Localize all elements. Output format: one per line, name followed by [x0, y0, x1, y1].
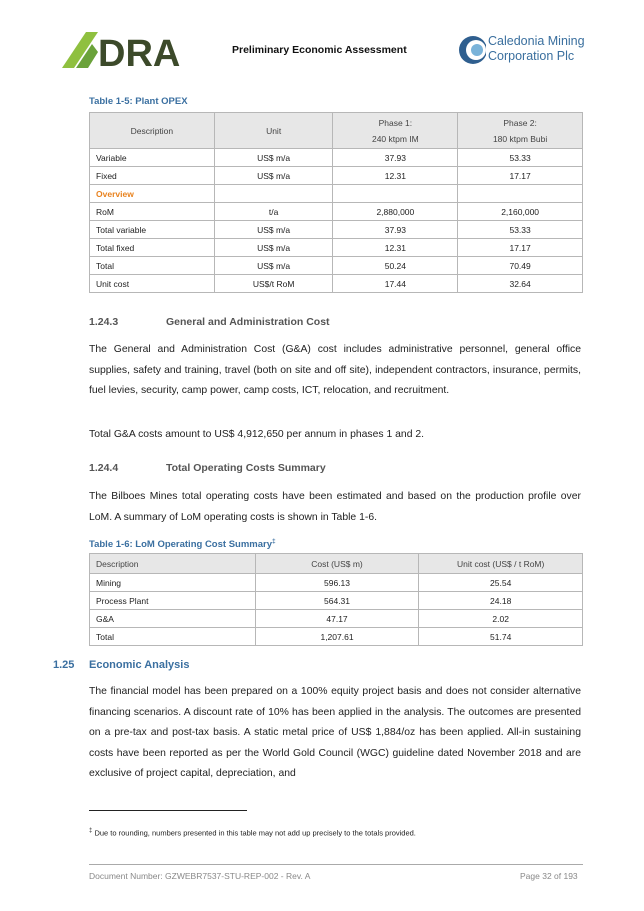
section-row-overview: [90, 185, 583, 203]
header-phase1: [333, 113, 458, 149]
heading-1-24-4: [89, 462, 326, 474]
plant-opex-table: [89, 112, 583, 293]
heading-number: 1.24.4: [89, 462, 119, 474]
table-1-5-caption: Table 1-5: Plant OPEX: [89, 96, 188, 107]
opex-summary-paragraph: The Bilboes Mines total operating costs have been estimated and based on the production profile over LoM. A summary of LoM operating costs is shown in Table 1-6.: [89, 491, 581, 523]
cell-cost: 564.31: [255, 592, 419, 610]
header-phase2-line1: Phase 2:: [503, 117, 537, 128]
footnote-text: Due to rounding, numbers presented in this table may not add up precisely to the totals provided.: [94, 828, 416, 838]
cell-phase1: 2,880,000: [333, 203, 458, 221]
cell-unit: US$ m/a: [214, 221, 333, 239]
cell-phase1: 12.31: [333, 167, 458, 185]
cell-description: Variable: [90, 149, 215, 167]
footer-separator: [89, 864, 583, 865]
table-1-6-caption: [89, 538, 276, 550]
heading-title: Total Operating Costs Summary: [166, 462, 326, 474]
table-1-6-caption-text: Table 1-6: LoM Operating Cost Summary: [89, 539, 272, 551]
cell-description: Process Plant: [90, 592, 256, 610]
cell-unit: t/a: [214, 203, 333, 221]
cell-phase2: 2,160,000: [458, 203, 583, 221]
footnote: [89, 828, 416, 838]
caledonia-logo: [458, 31, 585, 69]
heading-number: 1.24.3: [89, 316, 119, 328]
ga-paragraph: The General and Administration Cost (G&A) cost includes administrative personnel, general office supplies, safety and training, travel (both on site and off site), independent contractors, insurance, permits, fuel levies, security, camp power, camp costs, ICT, relocation, and recruitment.: [89, 344, 581, 396]
footnote-mark: ‡: [89, 828, 93, 834]
table-row: [90, 574, 583, 592]
cell-unit-cost: 25.54: [419, 574, 583, 592]
economic-analysis-paragraph: The financial model has been prepared on a 100% equity project basis and does not consider alternative financing scenarios. A discount rate of 10% has been applied in the analysis. The outcomes are presented on a pre-tax and post-tax basis. A static metal price of US$ 1,884/oz has been applied. All-in sustaining costs have been reported as per the World Gold Council (WGC) guideline dated November 2018 and are exclusive of project capital, depreciation, and: [89, 686, 581, 779]
table-row: [90, 221, 583, 239]
dra-logo-text: DRA: [98, 33, 181, 70]
overview-label: Overview: [90, 185, 215, 203]
cell-phase1: 12.31: [333, 239, 458, 257]
header-cost: Cost (US$ m): [255, 554, 419, 574]
heading-1-24-3: [89, 316, 330, 328]
ga-total-paragraph: Total G&A costs amount to US$ 4,912,650 per annum in phases 1 and 2.: [89, 429, 425, 440]
cell-phase1: 17.44: [333, 275, 458, 293]
table-row: [90, 275, 583, 293]
cell-phase2: 17.17: [458, 167, 583, 185]
cell-phase1: 37.93: [333, 221, 458, 239]
table-row: [90, 149, 583, 167]
cell-description: Total fixed: [90, 239, 215, 257]
header-phase1-line2: 240 ktpm IM: [371, 133, 419, 144]
cell-phase2: 32.64: [458, 275, 583, 293]
cell-phase2: 53.33: [458, 221, 583, 239]
table-header-row: [90, 113, 583, 149]
dra-logo: [62, 30, 196, 70]
table-row: [90, 167, 583, 185]
cell-unit: US$ m/a: [214, 167, 333, 185]
cell-phase2: 53.33: [458, 149, 583, 167]
cell-description: Total: [90, 257, 215, 275]
cell-unit: US$/t RoM: [214, 275, 333, 293]
caledonia-logo-line2: Corporation Plc: [488, 49, 575, 63]
cell-phase1: 50.24: [333, 257, 458, 275]
cell-description: Unit cost: [90, 275, 215, 293]
header-phase1-line1: Phase 1:: [378, 117, 413, 128]
header-unit-cost: Unit cost (US$ / t RoM): [419, 554, 583, 574]
table-row: [90, 257, 583, 275]
heading-1-25: [53, 659, 189, 671]
cell-cost: 47.17: [255, 610, 419, 628]
header-unit: Unit: [214, 113, 333, 149]
cell-cost: 1,207.61: [255, 628, 419, 646]
cell-unit: US$ m/a: [214, 239, 333, 257]
cell-description: RoM: [90, 203, 215, 221]
caledonia-logo-line1: Caledonia Mining: [488, 34, 585, 48]
header-description: Description: [90, 554, 256, 574]
cell-cost: 596.13: [255, 574, 419, 592]
heading-number: 1.25: [53, 659, 75, 671]
cell-description: Total: [90, 628, 256, 646]
cell-phase1: 37.93: [333, 149, 458, 167]
cell-unit-cost: 51.74: [419, 628, 583, 646]
table-header-row: [90, 554, 583, 574]
table-row: [90, 203, 583, 221]
cell-unit-cost: 2.02: [419, 610, 583, 628]
heading-title: General and Administration Cost: [166, 316, 330, 328]
cell-description: Mining: [90, 574, 256, 592]
table-row: [90, 592, 583, 610]
table-row: [90, 628, 583, 646]
footer-document-number: Document Number: GZWEBR7537-STU-REP-002 - Rev. A: [89, 871, 311, 881]
header-description: Description: [90, 113, 215, 149]
document-title: Preliminary Economic Assessment: [232, 44, 407, 56]
cell-unit: US$ m/a: [214, 257, 333, 275]
footnote-mark: ‡: [272, 538, 276, 545]
cell-phase2: 17.17: [458, 239, 583, 257]
cell-unit: US$ m/a: [214, 149, 333, 167]
lom-operating-cost-table: [89, 553, 583, 646]
footnote-separator: [89, 810, 247, 811]
cell-unit-cost: 24.18: [419, 592, 583, 610]
table-row: [90, 610, 583, 628]
footer-page-number: Page 32 of 193: [520, 871, 578, 881]
cell-phase2: 70.49: [458, 257, 583, 275]
cell-description: Fixed: [90, 167, 215, 185]
header-phase2: [458, 113, 583, 149]
table-row: [90, 239, 583, 257]
cell-description: Total variable: [90, 221, 215, 239]
cell-description: G&A: [90, 610, 256, 628]
header-phase2-line2: 180 ktpm Bubi: [492, 133, 548, 144]
heading-title: Economic Analysis: [89, 659, 190, 671]
